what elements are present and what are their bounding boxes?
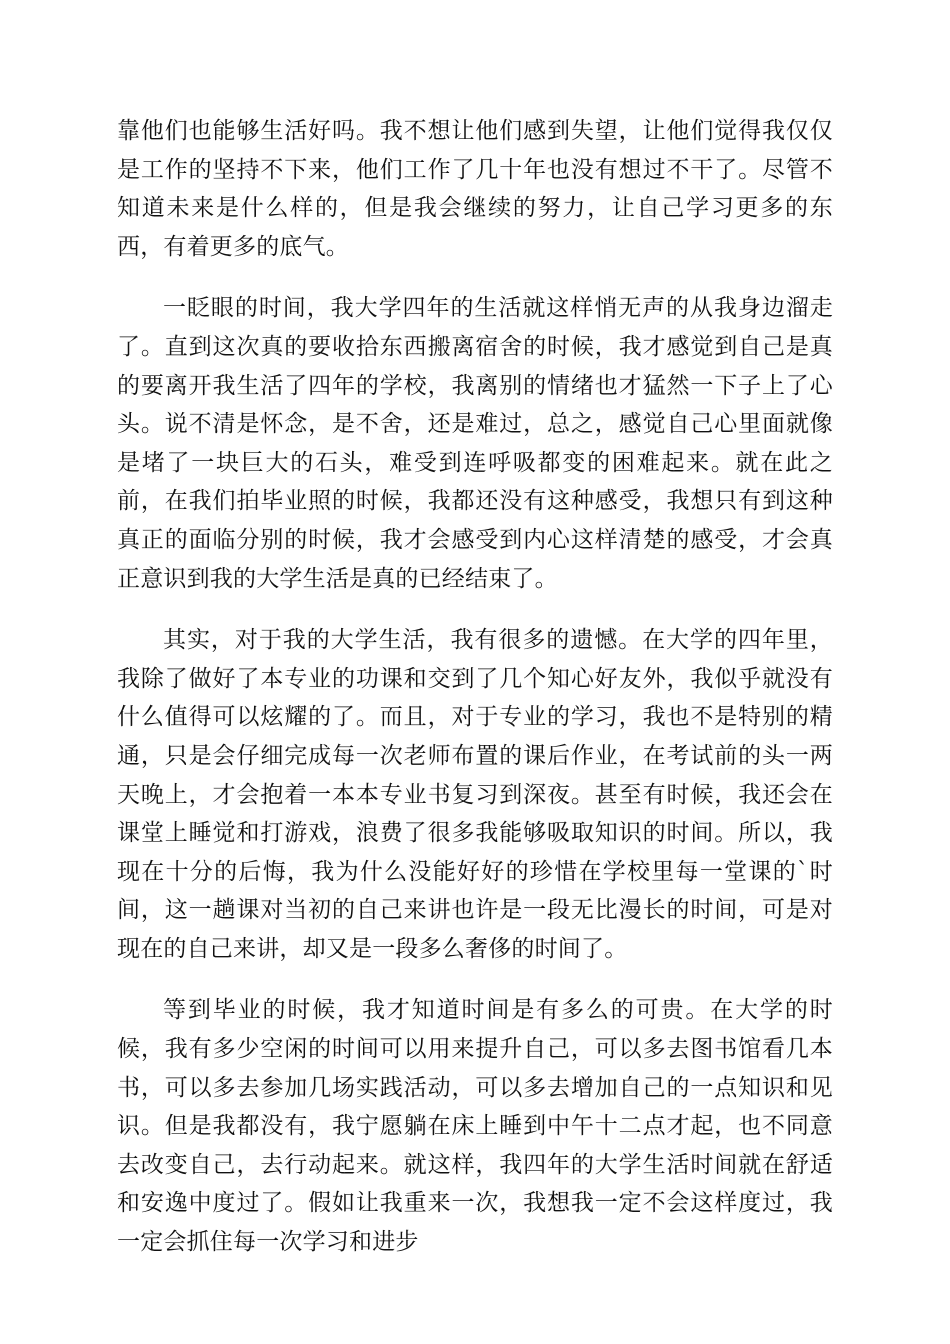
paragraph-continuation: 靠他们也能够生活好吗。我不想让他们感到失望，让他们觉得我仅仅是工作的坚持不下来，他们工作了几十年也没有想过不干了。尽管不知道未来是什么样的，但是我会继续的努力，让自己学习更多的东西，有着更多的底气。: [117, 118, 833, 260]
document-body: [117, 112, 833, 1285]
paragraph-value-of-time: 等到毕业的时候，我才知道时间是有多么的可贵。在大学的时候，我有多少空闲的时间可以用来提升自己，可以多去图书馆看几本书，可以多去参加几场实践活动，可以多去增加自己的一点知识和见识。但是我都没有，我宁愿躺在床上睡到中午十二点才起，也不同意去改变自己，去行动起来。就这样，我四年的大学生活时间就在舒适和安逸中度过了。假如让我重来一次，我想我一定不会这样度过，我一定会抓住每一次学习和进步: [117, 997, 833, 1256]
paragraph-regrets: 其实，对于我的大学生活，我有很多的遗憾。在大学的四年里，我除了做好了本专业的功课和交到了几个知心好友外，我似乎就没有什么值得可以炫耀的了。而且，对于专业的学习，我也不是特别的精通，只是会仔细完成每一次老师布置的课后作业，在考试前的头一两天晚上，才会抱着一本本专业书复习到深夜。甚至有时候，我还会在课堂上睡觉和打游戏，浪费了很多我能够吸取知识的时间。所以，我现在十分的后悔，我为什么没能好好的珍惜在学校里每一堂课的`时间，这一趟课对当初的自己来讲也许是一段无比漫长的时间，可是对现在的自己来讲，却又是一段多么奢侈的时间了。: [117, 627, 833, 962]
paragraph-graduation-feelings: 一眨眼的时间，我大学四年的生活就这样悄无声的从我身边溜走了。直到这次真的要收拾东西搬离宿舍的时候，我才感觉到自己是真的要离开我生活了四年的学校，我离别的情绪也才猛然一下子上了心头。说不清是怀念，是不舍，还是难过，总之，感觉自己心里面就像是堵了一块巨大的石头，难受到连呼吸都变的困难起来。就在此之前，在我们拍毕业照的时候，我都还没有这种感受，我想只有到这种真正的面临分别的时候，我才会感受到内心这样清楚的感受，才会真正意识到我的大学生活是真的已经结束了。: [117, 295, 833, 592]
